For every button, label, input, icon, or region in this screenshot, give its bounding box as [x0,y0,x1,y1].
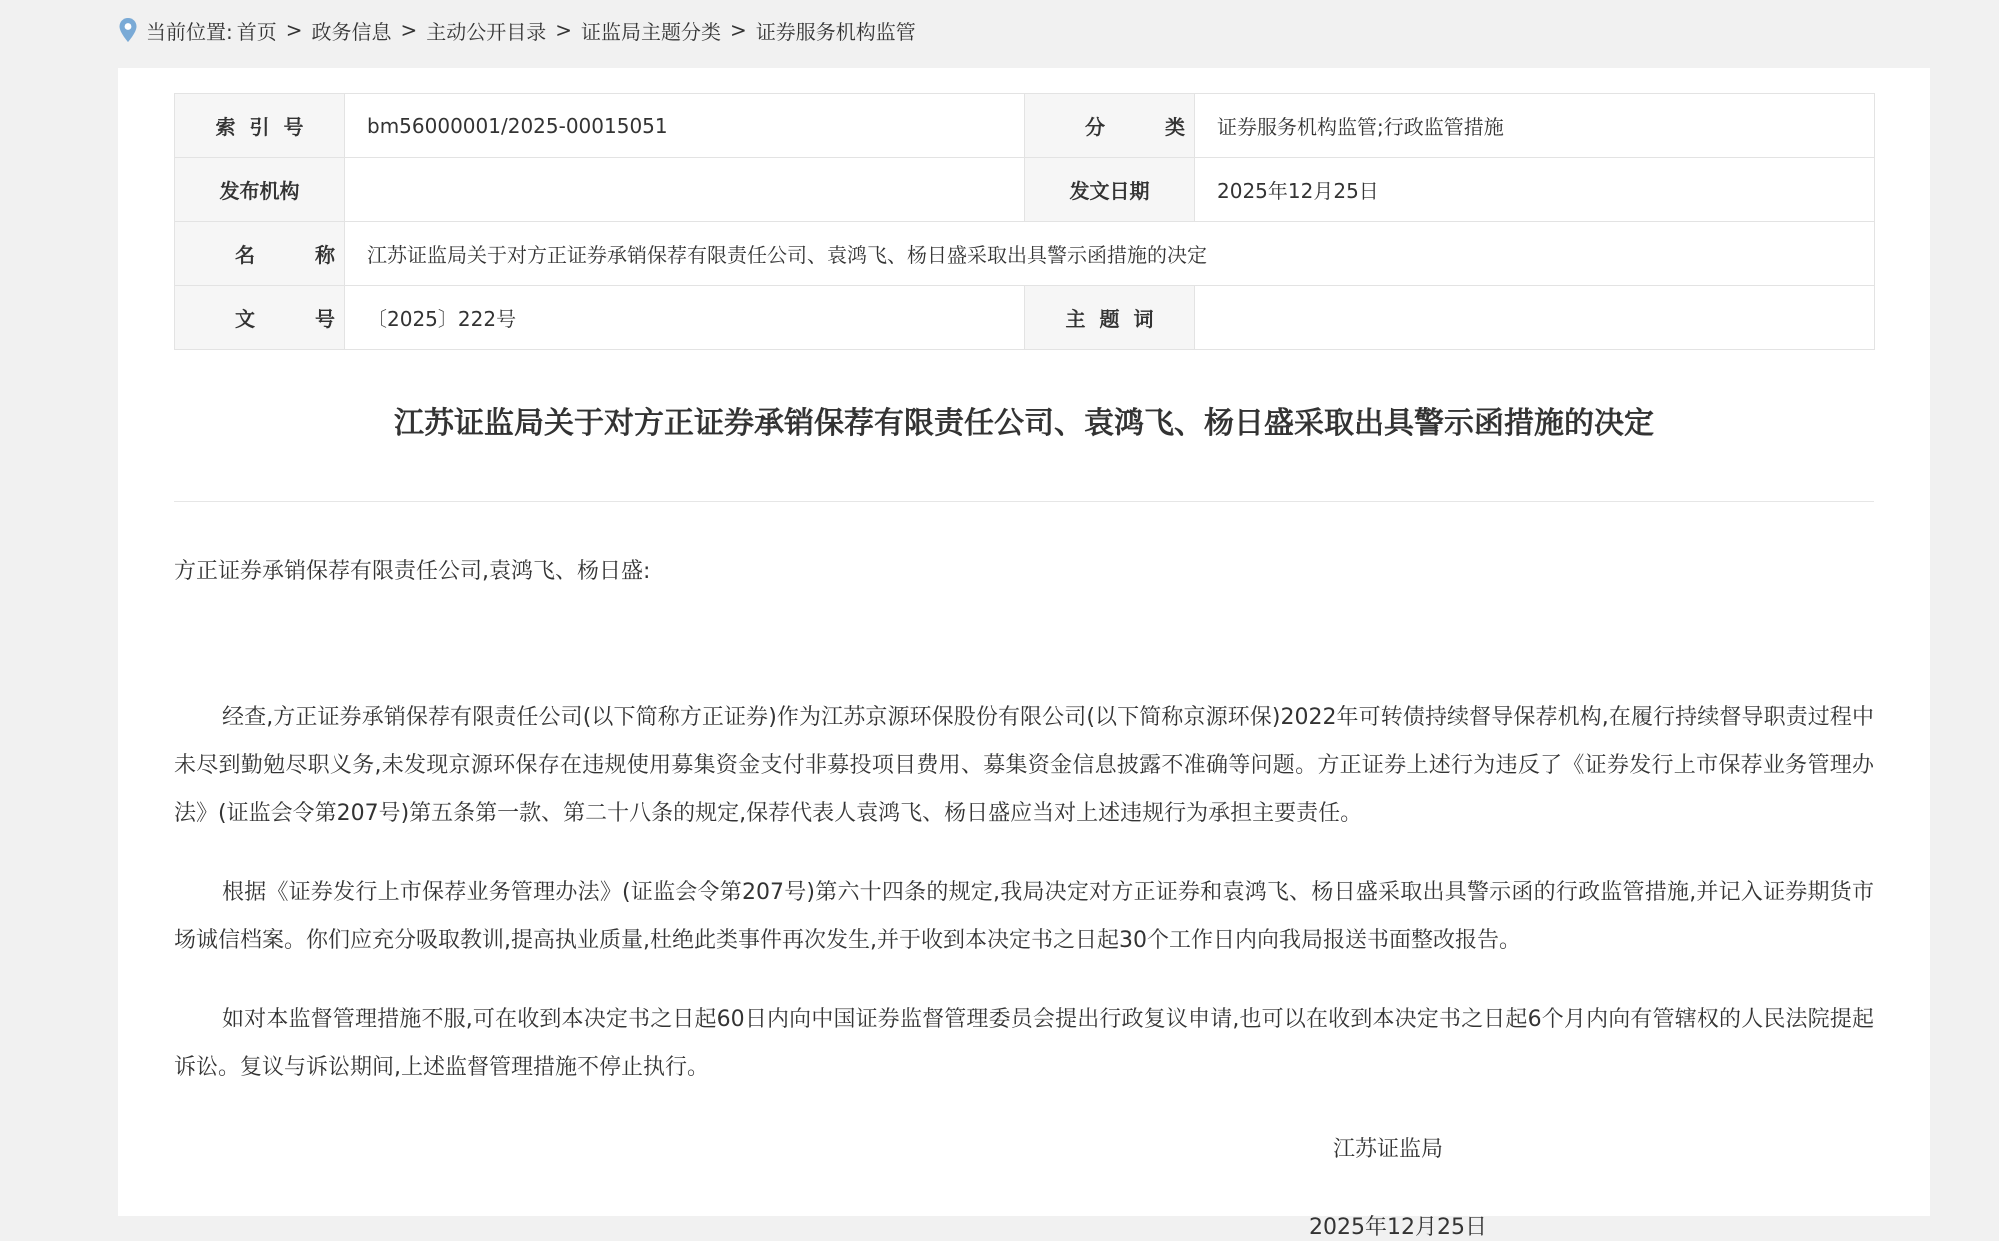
signature-date: 2025年12月25日 [1309,1215,1487,1240]
signature-org: 江苏证监局 [1333,1137,1444,1162]
name-label-cell [175,222,395,286]
publisher-label: 发布机构 [175,158,345,222]
breadcrumb [118,14,916,46]
breadcrumb-separator: > [730,18,747,42]
breadcrumb-home[interactable]: 首页 [236,19,277,44]
document-meta-table [174,93,1875,350]
meta-row [175,222,1875,286]
paragraph-2: 根据《证券发行上市保荐业务管理办法》(证监会令第207号)第六十四条的规定,我局决定对方正证券和袁鸿飞、杨日盛采取出具警示函的行政监管措施,并记入证券期货市场诚信档案。你们应充分吸取教训,提高执业质量,杜绝此类事件再次发生,并于收到本决定书之日起30个工作日内向我局报送书面整改报告。 [174,880,1874,953]
document-title: 江苏证监局关于对方正证券承销保荐有限责任公司、袁鸿飞、杨日盛采取出具警示函措施的决定 [394,406,1654,441]
map-pin-icon [118,17,138,43]
date-label: 发文日期 [1025,158,1195,222]
index-label-cell [175,94,345,158]
docno-label: 文号 [235,307,395,331]
category-value: 证券服务机构监管;行政监管措施 [1195,94,1875,158]
index-value: bm56000001/2025-00015051 [345,94,1025,158]
breadcrumb-prefix: 当前位置: [146,19,233,44]
keywords-value [1195,286,1875,350]
document-card [118,68,1930,1240]
publisher-value [345,158,1025,222]
category-label: 分类 [1085,115,1245,139]
docno-value: 〔2025〕222号 [345,286,1025,350]
breadcrumb-separator: > [285,18,303,42]
breadcrumb-current[interactable]: 证券服务机构监管 [755,19,916,44]
paragraph-1: 经查,方正证券承销保荐有限责任公司(以下简称方正证券)作为江苏京源环保股份有限公司(以下简称京源环保)2022年可转债持续督导保荐机构,在履行持续督导职责过程中未尽到勤勉尽职义务,未发现京源环保存在违规使用募集资金支付非募投项目费用、募集资金信息披露不准确等问题。方正证券上述行为违反了《证券发行上市保荐业务管理办法》(证监会令第207号)第五条第一款、第二十八条的规定,保荐代表人袁鸿飞、杨日盛应当对上述违规行为承担主要责任。 [174,705,1874,826]
category-label-cell [1025,94,1245,158]
docno-label-cell [175,286,395,350]
breadcrumb-public-catalog[interactable]: 主动公开目录 [426,19,547,44]
keywords-label-cell [1025,286,1195,350]
breadcrumb-separator: > [555,18,573,42]
breadcrumb-separator: > [400,18,418,42]
paragraph-3: 如对本监督管理措施不服,可在收到本决定书之日起60日内向中国证券监督管理委员会提出行政复议申请,也可以在收到本决定书之日起6个月内向有管辖权的人民法院提起诉讼。复议与诉讼期间,上述监督管理措施不停止执行。 [174,1007,1874,1080]
breadcrumb-topic-category[interactable]: 证监局主题分类 [581,19,722,44]
date-value: 2025年12月25日 [1195,158,1875,222]
meta-row [175,158,1875,222]
name-label: 名称 [235,243,395,267]
title-divider [174,501,1874,502]
breadcrumb-gov-info[interactable]: 政务信息 [311,19,392,44]
meta-row [175,94,1875,158]
meta-row [175,286,1875,350]
keywords-label: 主题词 [1065,307,1168,331]
salutation: 方正证券承销保荐有限责任公司,袁鸿飞、杨日盛: [174,559,651,584]
index-label: 索引号 [215,115,318,139]
name-value: 江苏证监局关于对方正证券承销保荐有限责任公司、袁鸿飞、杨日盛采取出具警示函措施的决定 [345,222,1875,286]
